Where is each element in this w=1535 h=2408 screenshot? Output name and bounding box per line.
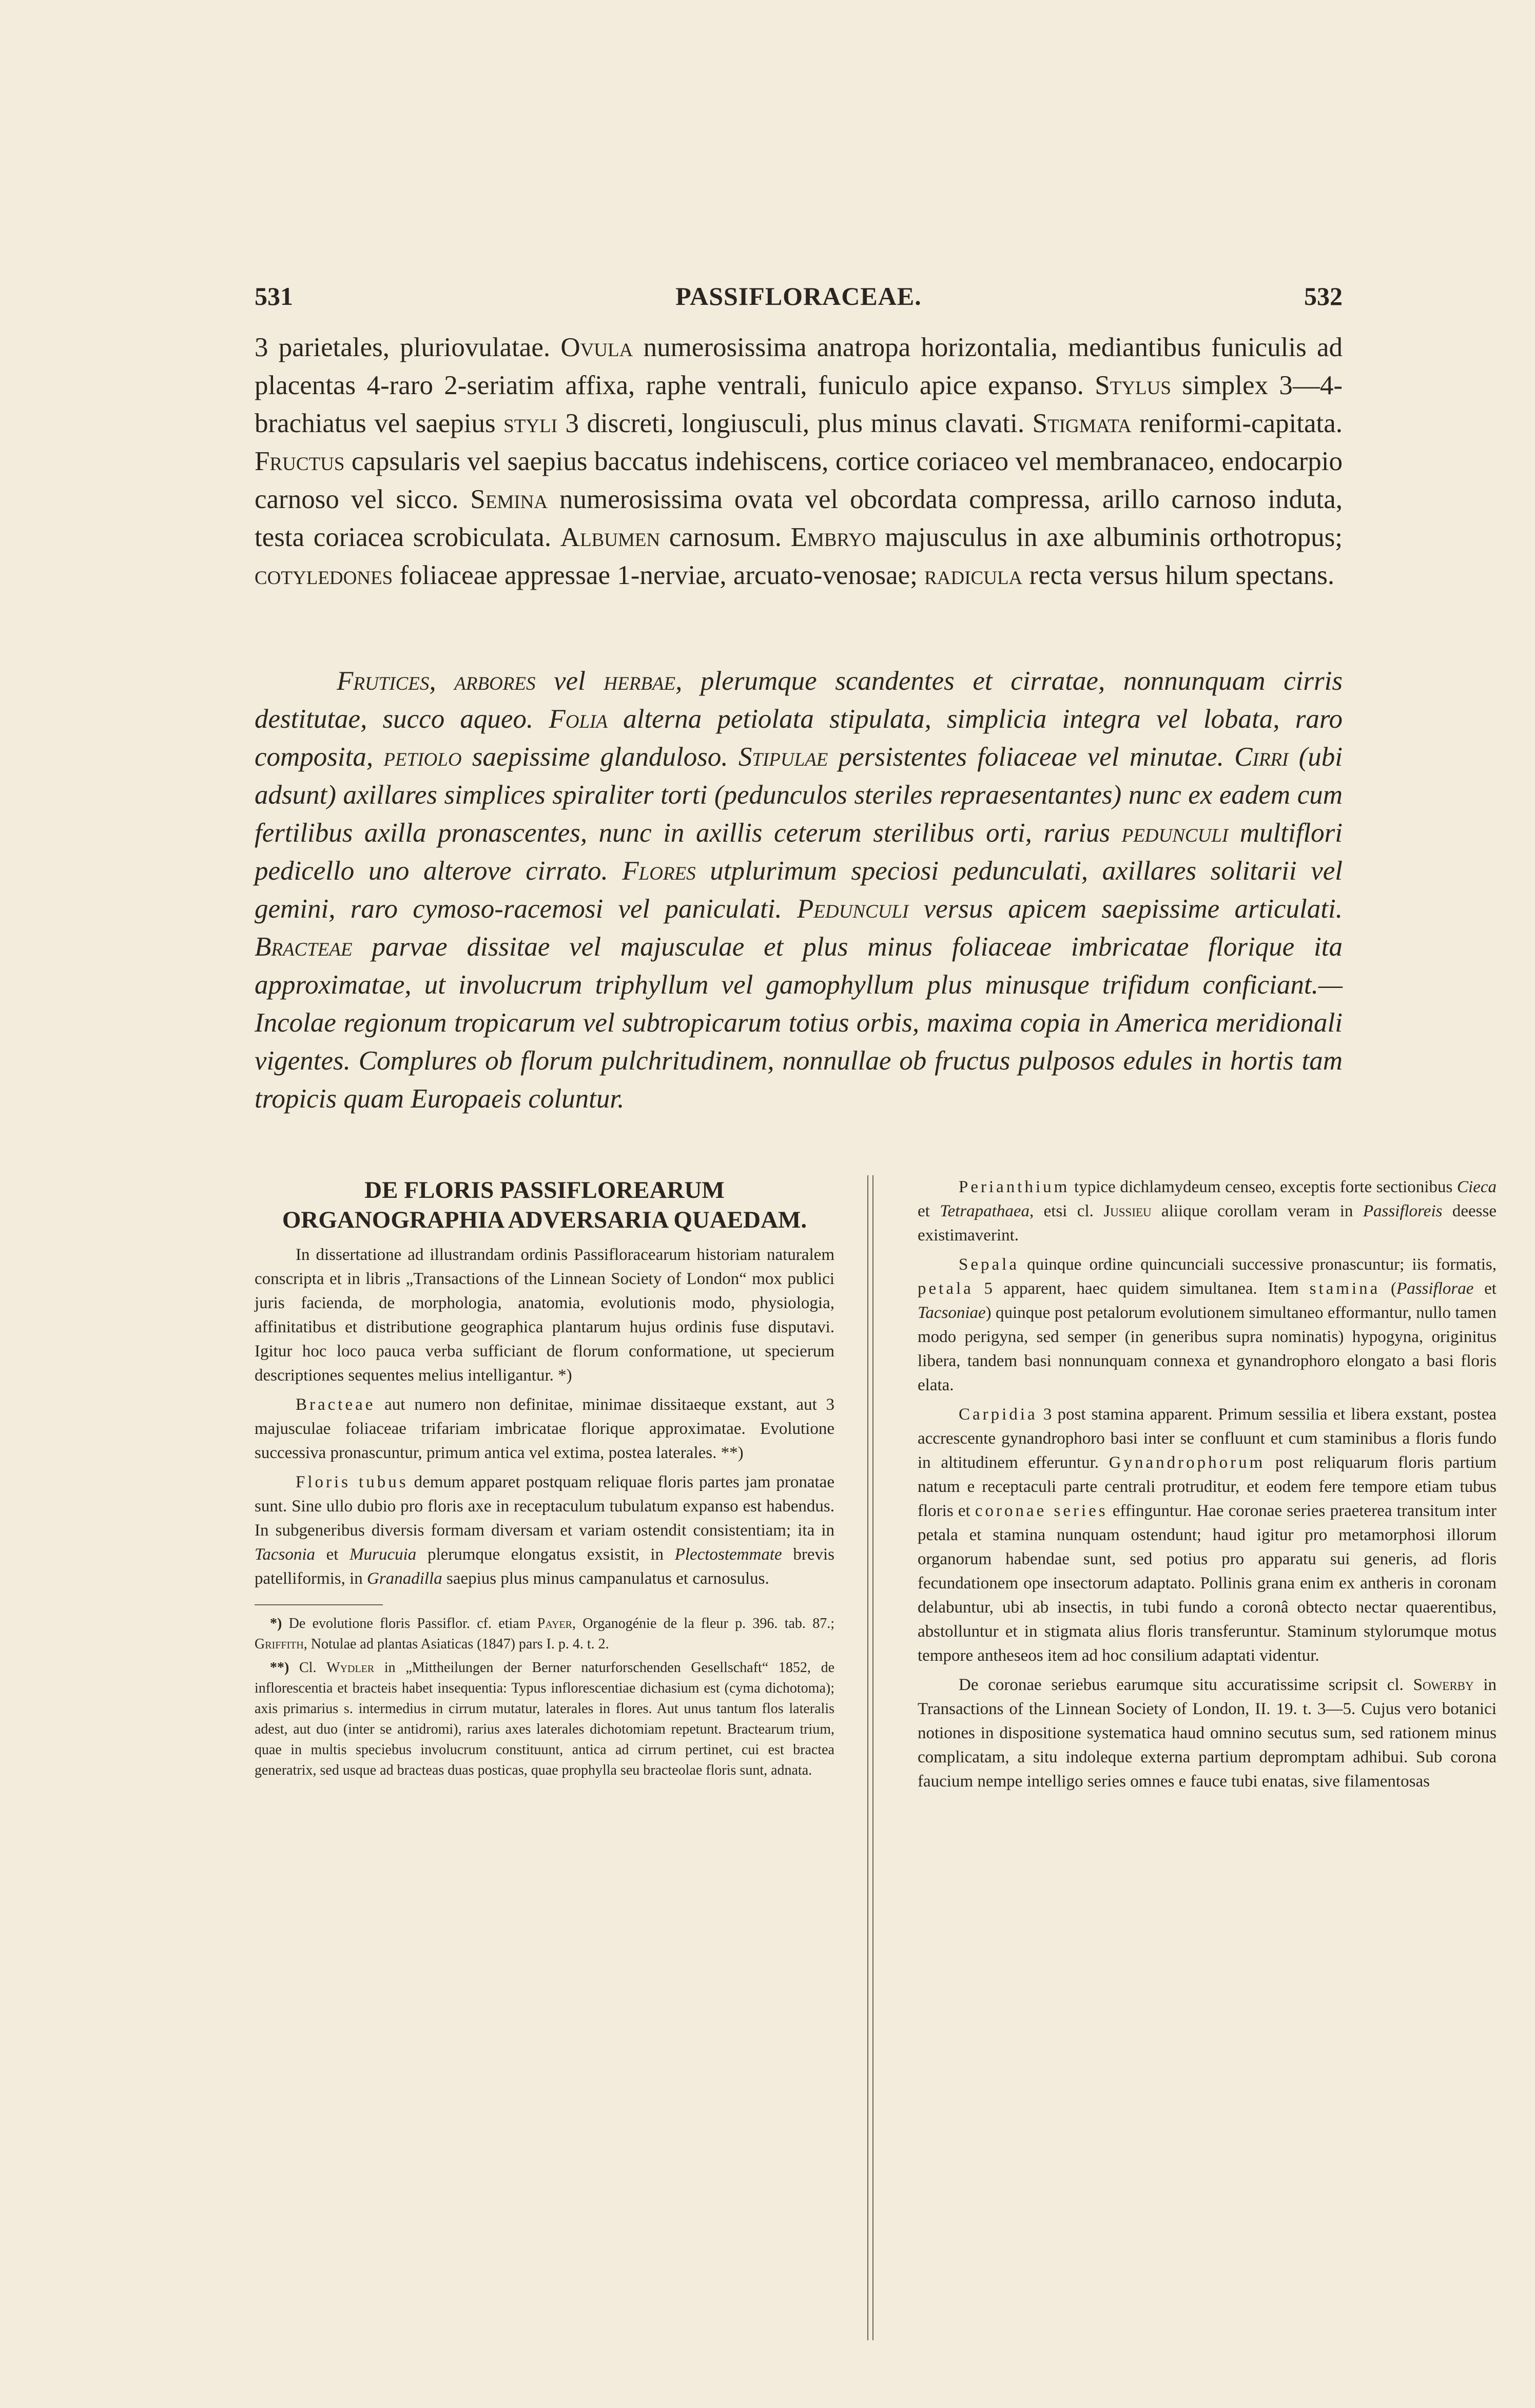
text-run: pedunculi <box>1121 818 1229 848</box>
text-run: aut numero non definitae, minimae dissitaeque exstant, aut 3 majusculae foliaceae trifariam imbricatae florique approximatae. Evolutione successiva pronascuntur, primum antica vel extima, postea laterales. **) <box>255 1395 834 1462</box>
text-run: petala <box>918 1279 974 1298</box>
text-run: Embryo <box>790 522 876 552</box>
text-run: Sepala <box>959 1255 1019 1274</box>
text-run: Jussieu <box>1103 1202 1152 1220</box>
text-run: herbae <box>604 666 676 696</box>
body-paragraph <box>918 1175 1497 1248</box>
text-run: arbores <box>454 666 536 696</box>
text-run: Cieca <box>1457 1178 1497 1196</box>
body-paragraph <box>255 1243 834 1388</box>
footnote <box>255 1658 834 1781</box>
text-run: typice dichlamydeum censeo, exceptis forte sectionibus <box>1070 1178 1458 1196</box>
text-run: Frutices <box>337 666 430 696</box>
text-run: carnosum. <box>660 522 791 552</box>
footnote <box>255 1614 834 1655</box>
text-run: vel <box>535 666 604 696</box>
text-run: Plectostemmate <box>674 1545 782 1564</box>
text-run: Folia <box>549 704 608 734</box>
text-run: capsularis vel saepius baccatus indehiscens, cortice coriaceo vel membranaceo, endocarpio carnoso vel sicco. <box>255 446 1343 514</box>
text-run: in „Mittheilungen der Berner naturforschenden Gesellschaft“ 1852, de inflorescentia et bracteis habet insequentia: Typus inflorescentiae dichasium est (cyma dichotoma); axis primarius s. intermedius in cirrum mutatur, laterales in flores. Aut unus tantum flos lateralis adest, aut duo (inter se antidromi), rarius axes laterales dichotomiam repetunt. Bractearum trium, quae in multis speciebus involucrum constituunt, antica ad cirrum pertinet, cui est bractea generatrix, sed usque ad bracteas duas posticas, quae prophylla seu bracteolae floris sunt, adnata. <box>255 1660 834 1778</box>
text-run: Griffith <box>255 1636 304 1652</box>
footnote-separator <box>255 1604 383 1605</box>
text-run: , Notulae ad plantas Asiaticas (1847) pars I. p. 4. t. 2. <box>303 1636 609 1652</box>
text-run: 5 apparent, haec quidem simultanea. Item <box>973 1279 1310 1298</box>
text-run: recta versus hilum spectans. <box>1022 560 1335 590</box>
text-run: in Transactions of the Linnean Society of London, II. 19. t. 3—5. Cujus vero botanici notiones in dispositione systematica haud omnino secutus sum, sed rationem minus complicatam, a situ indoleque externa partium depromptam adhibui. Sub corona faucium nempe intelligo series omnes e fauce tubi enatas, sive filamentosas <box>918 1676 1497 1791</box>
text-run: coronae series <box>975 1502 1108 1520</box>
text-run: Granadilla <box>367 1569 442 1588</box>
text-run: , Organogénie de la fleur p. 396. tab. 87.; <box>572 1616 834 1632</box>
text-run: styli <box>503 409 557 438</box>
text-run: saepius plus minus campanulatus et carnosulus. <box>442 1569 769 1588</box>
text-run: et <box>918 1202 940 1220</box>
text-run: demum apparet postquam reliquae floris partes jam pronatae sunt. Sine ullo dubio pro floris axe in receptaculum tubulatum expanso est habendus. In subgeneribus diversis formam diversam et variam ostendit consistentiam; ita in <box>255 1473 834 1540</box>
running-title: PASSIFLORACEAE. <box>675 282 922 310</box>
text-run: radicula <box>924 560 1023 590</box>
text-run: Stylus <box>1095 371 1171 400</box>
text-run: majusculus in axe albuminis orthotropus; <box>876 522 1343 552</box>
text-run: persistentes foliaceae vel minutae. <box>828 742 1235 772</box>
body-paragraph <box>918 1253 1497 1397</box>
text-run: Semina <box>470 484 548 514</box>
text-run: deesse existimaverint. <box>918 1202 1497 1245</box>
body-paragraph <box>918 1673 1497 1794</box>
text-run: Bracteae <box>296 1395 376 1414</box>
text-run: cotyledones <box>255 560 393 590</box>
body-paragraph <box>255 1393 834 1465</box>
text-run: Payer <box>537 1616 572 1632</box>
text-run: multiflori pedicello uno alterove cirrato. <box>255 818 1343 886</box>
text-run: *) <box>270 1616 282 1632</box>
text-run: Perianthium <box>959 1178 1070 1196</box>
page-number-left: 531 <box>255 282 293 310</box>
column-divider <box>867 1175 873 2340</box>
text-run: simplex 3—4-brachiatus vel saepius <box>255 371 1343 438</box>
text-run: Tacsonia <box>255 1545 315 1564</box>
text-run: effinguntur. Hae coronae series praeterea transitum inter petala et stamina nunquam ostendunt; haud igitur pro metamorphosi illorum organorum habendae sunt, sed potius pro apparatu sui generis, ad floris fecundationem ope insectorum adaptato. Pollinis grana enim ex antheris in coronam delabuntur, ubi ab insectis, in tubi fundo a coronâ obtecto nectar quaerentibus, abstolluntur et in stigmata alius floris transferuntur. Staminum stylorumque motus tempore antheseos item ad hoc consilium adaptati videntur. <box>918 1502 1497 1665</box>
habit-description-paragraph <box>255 662 1343 1118</box>
text-run: 3 parietales, pluriovulatae. <box>255 333 561 362</box>
text-run: reniformi-capitata. <box>1131 409 1343 438</box>
text-run: , plerumque scandentes et cirratae, nonnunquam cirris destitutae, succo aqueo. <box>255 666 1343 734</box>
left-column <box>255 1175 834 1784</box>
text-run: saepissime glanduloso. <box>461 742 739 772</box>
text-run: De coronae seriebus earumque situ accuratissime scripsit cl. <box>959 1676 1413 1694</box>
right-column <box>918 1175 1497 1799</box>
text-run: Stigmata <box>1032 409 1132 438</box>
order-description-paragraph <box>255 328 1343 594</box>
page-number-right: 532 <box>1304 282 1343 310</box>
text-run: Ovula <box>560 333 633 362</box>
text-run: brevis patelliformis, in <box>255 1545 834 1588</box>
text-run: ( <box>1380 1279 1397 1298</box>
text-run: Carpidia <box>959 1405 1038 1424</box>
text-run: et <box>1473 1279 1497 1298</box>
text-run: foliaceae appressae 1-nerviae, arcuato-venosae; <box>393 560 925 590</box>
text-run: Bracteae <box>255 932 353 962</box>
text-run: De evolutione floris Passiflor. cf. etiam <box>282 1616 537 1632</box>
text-run: Sowerby <box>1413 1676 1474 1694</box>
text-run: Stipulae <box>738 742 828 772</box>
text-run: Floris tubus <box>296 1473 409 1491</box>
text-run: Passifloreis <box>1363 1202 1443 1220</box>
text-run: Murucuia <box>349 1545 417 1564</box>
text-run: , <box>429 666 455 696</box>
text-run: Albumen <box>560 522 660 552</box>
text-run: Cl. <box>289 1660 327 1676</box>
text-run: et <box>315 1545 350 1564</box>
text-run: quinque ordine quincunciali successive pronascuntur; iis formatis, <box>1019 1255 1497 1274</box>
text-run: Gynandrophorum <box>1109 1453 1266 1472</box>
body-paragraph <box>255 1470 834 1591</box>
text-run: petiolo <box>383 742 462 772</box>
text-run: aliique corollam veram in <box>1151 1202 1363 1220</box>
text-run: post reliquarum floris partium natum e receptaculi parte centrali protruditur, et eodem fere tempore etiam tubus floris et <box>918 1453 1497 1520</box>
text-run: stamina <box>1309 1279 1381 1298</box>
text-run: parvae dissitae vel majusculae et plus minus foliaceae imbricatae florique ita approximatae, ut involucrum triphyllum vel gamophyllum plus minusque trifidum conficiant.— Incolae regionum tropicarum vel subtropicarum totius orbis, maxima copia in America meridionali vigentes. Complures ob florum pulchritudinem, nonnullae ob fructus pulposos edules in hortis tam tropicis quam Europaeis coluntur. <box>255 932 1343 1114</box>
text-run: , etsi cl. <box>1029 1202 1104 1220</box>
text-run: ) quinque post petalorum evolutionem simultaneo efformantur, nullo tamen modo perigyna, sed semper (in generibus supra nominatis) hypogyna, originitus libera, tandem basi nonnunquam connexa et gynandrophoro elongato a basi floris elata. <box>918 1304 1497 1394</box>
section-heading: DE FLORIS PASSIFLOREARUM ORGANOGRAPHIA ADVERSARIA QUAEDAM. <box>282 1177 807 1233</box>
text-run: **) <box>270 1660 289 1676</box>
text-run: Pedunculi <box>796 894 909 924</box>
text-run: Tetrapathaea <box>940 1202 1029 1220</box>
text-run: Passiflorae <box>1396 1279 1474 1298</box>
text-run: Wydler <box>326 1660 375 1676</box>
text-run: (ubi adsunt) axillares simplices spiraliter torti (pedunculos steriles repraesentantes) nunc ex eadem cum fertilibus axilla pronascentes, nunc in axillis ceterum sterilibus orti, rarius <box>255 742 1343 848</box>
text-run: Cirri <box>1234 742 1289 772</box>
text-run: 3 discreti, longiusculi, plus minus clavati. <box>557 409 1033 438</box>
text-run: versus apicem saepissime articulati. <box>908 894 1343 924</box>
text-run: In dissertatione ad illustrandam ordinis Passifloracearum historiam naturalem conscripta et in libris „Transactions of the Linnean Society of London“ mox publici juris facienda, de morphologia, anatomia, evolutionis modo, physiologia, affinitatibus et distributione geographica plantarum hujus ordinis fuse disputavi. Igitur hoc loco pauca verba sufficiant de florum conformatione, ut specierum descriptiones sequentes melius intelligantur. *) <box>255 1246 834 1385</box>
text-run: Tacsoniae <box>918 1304 986 1322</box>
text-run: plerumque elongatus exsistit, in <box>416 1545 675 1564</box>
text-run: Flores <box>622 856 696 886</box>
text-run: numerosissima ovata vel obcordata compressa, arillo carnoso induta, testa coriacea scrobiculata. <box>255 484 1343 552</box>
text-run: numerosissima anatropa horizontalia, mediantibus funiculis ad placentas 4-raro 2-seriatim affixa, raphe ventrali, funiculo apice expanso. <box>255 333 1343 400</box>
text-run: utplurimum speciosi pedunculati, axillares solitarii vel gemini, raro cymoso-racemosi vel paniculati. <box>255 856 1343 924</box>
text-run: Fructus <box>255 446 345 476</box>
body-paragraph <box>918 1403 1497 1668</box>
text-run: 3 post stamina apparent. Primum sessilia et libera exstant, postea accrescente gynandrophoro basi inter se confluunt et cum staminibus a floris fundo in altitudinem efferuntur. <box>918 1405 1497 1472</box>
running-header <box>255 281 1343 322</box>
text-run: alterna petiolata stipulata, simplicia integra vel lobata, raro composita, <box>255 704 1343 772</box>
